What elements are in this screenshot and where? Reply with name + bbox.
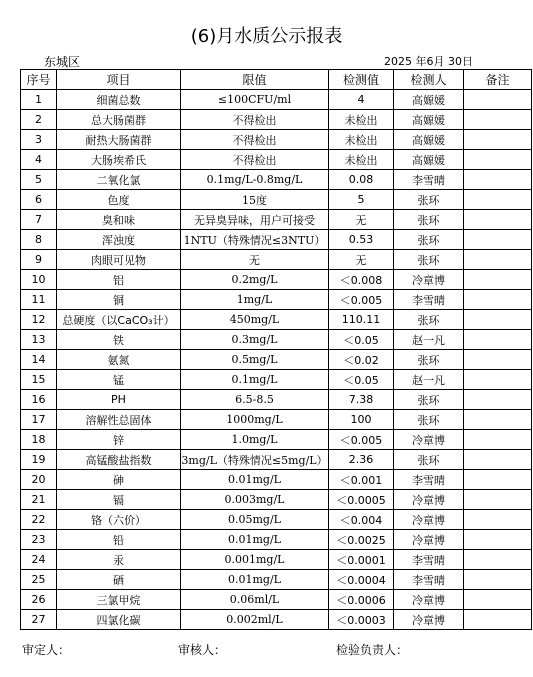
row-item: 溶解性总固体 xyxy=(57,410,181,430)
row-no: 14 xyxy=(21,350,57,370)
row-inspector: 高嫄媛 xyxy=(394,90,464,110)
row-value: 未检出 xyxy=(329,130,394,150)
row-value: ＜0.02 xyxy=(329,350,394,370)
row-limit: ≤100CFU/ml xyxy=(181,90,329,110)
row-note xyxy=(464,130,532,150)
table-row xyxy=(21,610,532,630)
table-row xyxy=(21,430,532,450)
row-limit: 不得检出 xyxy=(181,130,329,150)
row-limit: 0.003mg/L xyxy=(181,490,329,510)
row-item: 汞 xyxy=(57,550,181,570)
row-value: ＜0.004 xyxy=(329,510,394,530)
row-no: 25 xyxy=(21,570,57,590)
row-value: ＜0.001 xyxy=(329,470,394,490)
row-value: ＜0.005 xyxy=(329,290,394,310)
row-limit: 1NTU（特殊情况≤3NTU） xyxy=(181,230,329,250)
row-item: 细菌总数 xyxy=(57,90,181,110)
row-note xyxy=(464,210,532,230)
row-no: 10 xyxy=(21,270,57,290)
row-no: 24 xyxy=(21,550,57,570)
table-row xyxy=(21,590,532,610)
row-inspector: 高嫄媛 xyxy=(394,110,464,130)
row-note xyxy=(464,510,532,530)
row-no: 7 xyxy=(21,210,57,230)
row-note xyxy=(464,90,532,110)
row-value: ＜0.008 xyxy=(329,270,394,290)
row-item: 硒 xyxy=(57,570,181,590)
table-row xyxy=(21,410,532,430)
row-value: ＜0.0001 xyxy=(329,550,394,570)
row-limit: 0.5mg/L xyxy=(181,350,329,370)
row-limit: 无 xyxy=(181,250,329,270)
row-item: 氨氮 xyxy=(57,350,181,370)
row-value: 5 xyxy=(329,190,394,210)
row-value: ＜0.05 xyxy=(329,330,394,350)
row-item: 铝 xyxy=(57,270,181,290)
row-value: ＜0.0003 xyxy=(329,610,394,630)
header-note: 备注 xyxy=(464,70,532,90)
table-row xyxy=(21,130,532,150)
report-date: 2025 年6月 30日 xyxy=(384,55,473,68)
table-row xyxy=(21,570,532,590)
row-item: 二氧化氯 xyxy=(57,170,181,190)
row-limit: 3mg/L（特殊情况≤5mg/L） xyxy=(181,450,329,470)
row-limit: 不得检出 xyxy=(181,110,329,130)
row-item: 臭和味 xyxy=(57,210,181,230)
row-no: 17 xyxy=(21,410,57,430)
row-no: 13 xyxy=(21,330,57,350)
table-row xyxy=(21,270,532,290)
row-no: 26 xyxy=(21,590,57,610)
row-value: 7.38 xyxy=(329,390,394,410)
row-note xyxy=(464,590,532,610)
row-item: 总大肠菌群 xyxy=(57,110,181,130)
row-note xyxy=(464,370,532,390)
row-limit: 6.5-8.5 xyxy=(181,390,329,410)
reviewer-label: 审核人： xyxy=(178,643,227,657)
row-limit: 0.01mg/L xyxy=(181,470,329,490)
row-item: 浑浊度 xyxy=(57,230,181,250)
table-row xyxy=(21,90,532,110)
header-inspector: 检测人 xyxy=(394,70,464,90)
row-item: 高锰酸盐指数 xyxy=(57,450,181,470)
row-item: 锌 xyxy=(57,430,181,450)
row-inspector: 张环 xyxy=(394,210,464,230)
table-row xyxy=(21,170,532,190)
row-inspector: 冷章博 xyxy=(394,430,464,450)
header-no: 序号 xyxy=(21,70,57,90)
row-value: 未检出 xyxy=(329,150,394,170)
table-row xyxy=(21,290,532,310)
header-item: 项目 xyxy=(57,70,181,90)
district-label: 东城区 xyxy=(44,55,81,69)
row-inspector: 张环 xyxy=(394,230,464,250)
row-value: 0.53 xyxy=(329,230,394,250)
row-item: 铁 xyxy=(57,330,181,350)
row-note xyxy=(464,290,532,310)
row-item: 总硬度（以CaCO₃计） xyxy=(57,310,181,330)
row-value: 无 xyxy=(329,210,394,230)
row-item: 耐热大肠菌群 xyxy=(57,130,181,150)
row-limit: 0.06ml/L xyxy=(181,590,329,610)
row-item: 锰 xyxy=(57,370,181,390)
row-no: 8 xyxy=(21,230,57,250)
table-row xyxy=(21,150,532,170)
row-item: 砷 xyxy=(57,470,181,490)
row-item: 铅 xyxy=(57,530,181,550)
row-limit: 450mg/L xyxy=(181,310,329,330)
approver-label: 审定人： xyxy=(22,643,71,657)
row-inspector: 高嫄媛 xyxy=(394,130,464,150)
table-row xyxy=(21,490,532,510)
row-value: ＜0.0005 xyxy=(329,490,394,510)
row-inspector: 李雪晴 xyxy=(394,550,464,570)
row-value: 0.08 xyxy=(329,170,394,190)
row-inspector: 张环 xyxy=(394,190,464,210)
row-value: 2.36 xyxy=(329,450,394,470)
table-row xyxy=(21,510,532,530)
row-note xyxy=(464,570,532,590)
row-limit: 0.3mg/L xyxy=(181,330,329,350)
row-item: 镉 xyxy=(57,490,181,510)
row-inspector: 李雪晴 xyxy=(394,170,464,190)
row-no: 3 xyxy=(21,130,57,150)
row-note xyxy=(464,550,532,570)
row-inspector: 冷章博 xyxy=(394,590,464,610)
row-no: 23 xyxy=(21,530,57,550)
table-row xyxy=(21,450,532,470)
row-no: 1 xyxy=(21,90,57,110)
row-note xyxy=(464,110,532,130)
row-note xyxy=(464,430,532,450)
table-row xyxy=(21,250,532,270)
row-no: 21 xyxy=(21,490,57,510)
row-no: 27 xyxy=(21,610,57,630)
row-item: 三氯甲烷 xyxy=(57,590,181,610)
table-row xyxy=(21,310,532,330)
table-row xyxy=(21,350,532,370)
water-quality-table xyxy=(20,69,532,630)
row-inspector: 张环 xyxy=(394,310,464,330)
row-inspector: 赵一凡 xyxy=(394,370,464,390)
row-inspector: 张环 xyxy=(394,450,464,470)
table-row xyxy=(21,370,532,390)
row-no: 20 xyxy=(21,470,57,490)
row-no: 11 xyxy=(21,290,57,310)
row-inspector: 冷章博 xyxy=(394,270,464,290)
row-value: 110.11 xyxy=(329,310,394,330)
report-title: (6)月水质公示报表 xyxy=(190,26,343,47)
row-inspector: 张环 xyxy=(394,410,464,430)
row-note xyxy=(464,310,532,330)
table-row xyxy=(21,330,532,350)
row-no: 15 xyxy=(21,370,57,390)
header-value: 检测值 xyxy=(329,70,394,90)
row-inspector: 李雪晴 xyxy=(394,470,464,490)
row-limit: 0.05mg/L xyxy=(181,510,329,530)
row-value: 未检出 xyxy=(329,110,394,130)
row-item: 铜 xyxy=(57,290,181,310)
row-limit: 1mg/L xyxy=(181,290,329,310)
row-value: ＜0.0004 xyxy=(329,570,394,590)
row-inspector: 冷章博 xyxy=(394,490,464,510)
row-note xyxy=(464,230,532,250)
table-row xyxy=(21,530,532,550)
row-no: 4 xyxy=(21,150,57,170)
table-row xyxy=(21,470,532,490)
row-limit: 1.0mg/L xyxy=(181,430,329,450)
row-value: 4 xyxy=(329,90,394,110)
row-note xyxy=(464,390,532,410)
row-note xyxy=(464,350,532,370)
table-header-row xyxy=(21,70,532,90)
row-no: 22 xyxy=(21,510,57,530)
row-note xyxy=(464,330,532,350)
table-row xyxy=(21,550,532,570)
row-note xyxy=(464,170,532,190)
row-inspector: 张环 xyxy=(394,350,464,370)
table-row xyxy=(21,210,532,230)
header-limit: 限值 xyxy=(181,70,329,90)
row-no: 9 xyxy=(21,250,57,270)
row-no: 5 xyxy=(21,170,57,190)
table-row xyxy=(21,190,532,210)
row-note xyxy=(464,450,532,470)
responsible-label: 检验负责人： xyxy=(336,643,409,657)
row-inspector: 李雪晴 xyxy=(394,570,464,590)
row-value: ＜0.0006 xyxy=(329,590,394,610)
row-inspector: 高嫄媛 xyxy=(394,150,464,170)
row-limit: 0.2mg/L xyxy=(181,270,329,290)
row-limit: 1000mg/L xyxy=(181,410,329,430)
row-limit: 0.1mg/L-0.8mg/L xyxy=(181,170,329,190)
row-limit: 无异臭异味，用户可接受 xyxy=(181,210,329,230)
row-note xyxy=(464,190,532,210)
row-value: ＜0.0025 xyxy=(329,530,394,550)
row-inspector: 冷章博 xyxy=(394,530,464,550)
table-row xyxy=(21,110,532,130)
row-note xyxy=(464,610,532,630)
row-item: 肉眼可见物 xyxy=(57,250,181,270)
row-no: 2 xyxy=(21,110,57,130)
row-note xyxy=(464,410,532,430)
row-no: 6 xyxy=(21,190,57,210)
row-inspector: 冷章博 xyxy=(394,510,464,530)
row-limit: 15度 xyxy=(181,190,329,210)
row-inspector: 赵一凡 xyxy=(394,330,464,350)
row-note xyxy=(464,150,532,170)
row-value: 100 xyxy=(329,410,394,430)
row-inspector: 李雪晴 xyxy=(394,290,464,310)
row-note xyxy=(464,270,532,290)
row-note xyxy=(464,490,532,510)
row-value: 无 xyxy=(329,250,394,270)
row-limit: 0.002ml/L xyxy=(181,610,329,630)
row-limit: 不得检出 xyxy=(181,150,329,170)
row-note xyxy=(464,470,532,490)
row-inspector: 张环 xyxy=(394,390,464,410)
row-item: 四氯化碳 xyxy=(57,610,181,630)
row-item: 色度 xyxy=(57,190,181,210)
table-row xyxy=(21,230,532,250)
row-limit: 0.01mg/L xyxy=(181,570,329,590)
row-inspector: 冷章博 xyxy=(394,610,464,630)
row-limit: 0.01mg/L xyxy=(181,530,329,550)
row-no: 16 xyxy=(21,390,57,410)
row-item: 大肠埃希氏 xyxy=(57,150,181,170)
row-note xyxy=(464,250,532,270)
row-limit: 0.001mg/L xyxy=(181,550,329,570)
row-value: ＜0.05 xyxy=(329,370,394,390)
row-inspector: 张环 xyxy=(394,250,464,270)
row-limit: 0.1mg/L xyxy=(181,370,329,390)
row-item: 铬（六价） xyxy=(57,510,181,530)
table-row xyxy=(21,390,532,410)
row-no: 18 xyxy=(21,430,57,450)
row-no: 19 xyxy=(21,450,57,470)
row-no: 12 xyxy=(21,310,57,330)
row-item: PH xyxy=(57,390,181,410)
row-value: ＜0.005 xyxy=(329,430,394,450)
row-note xyxy=(464,530,532,550)
